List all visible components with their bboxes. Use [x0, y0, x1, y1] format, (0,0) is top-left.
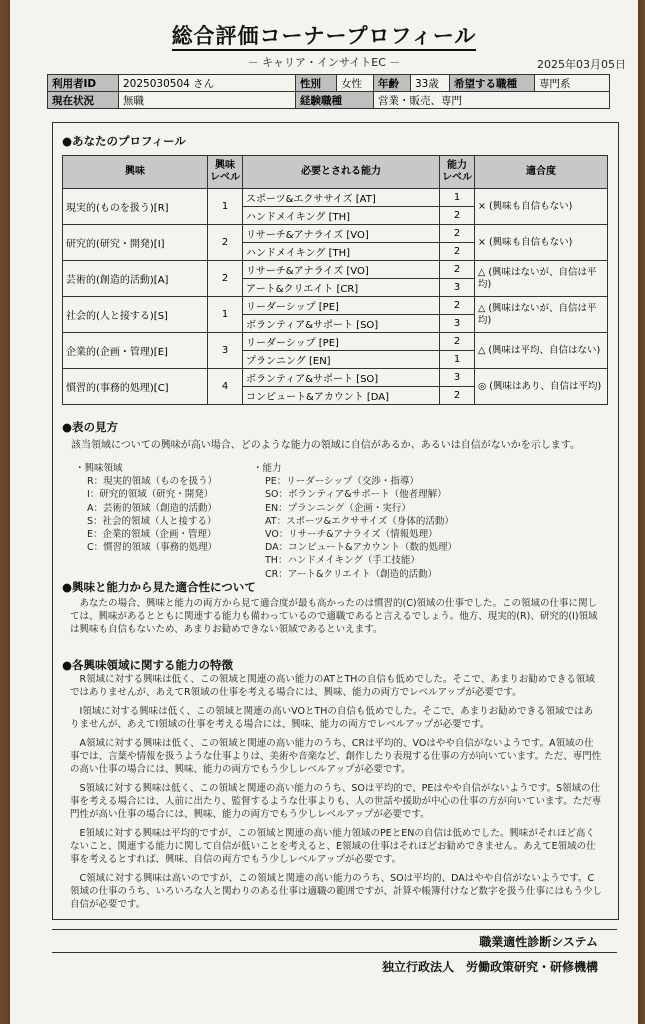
- footer-divider-2: [52, 952, 617, 953]
- profile-table-body: [63, 189, 608, 405]
- ability-cell: リサーチ&アナライズ [VO]: [243, 261, 440, 279]
- col-interest-level: 興味 レベル: [208, 156, 243, 189]
- interest-cell: 慣習的(事務的処理)[C]: [63, 369, 208, 405]
- feature-paragraph: R領域に対する興味は低く、この領域と関連の高い能力のATとTHの自信も低めでした。そこで、あまりお勧めできる領域ではありませんが、あえてR領域の仕事を考える場合には、興味、能力の両方でレベルアップが必要です。: [70, 674, 595, 698]
- status-value: 無職: [119, 92, 296, 109]
- age-label: 年齢: [374, 75, 411, 92]
- interest-cell: 現実的(ものを扱う)[R]: [63, 189, 208, 225]
- interest-cell: 社会的(人と接する)[S]: [63, 297, 208, 333]
- ability-cell: リサーチ&アナライズ [VO]: [243, 225, 440, 243]
- interest-cell: 芸術的(創造的活動)[A]: [63, 261, 208, 297]
- age-value: 33歳: [411, 75, 450, 92]
- ability-level-cell: 3: [440, 369, 475, 387]
- profile-row: [63, 297, 608, 315]
- ability-legend-item: AT：スポーツ&エクササイズ（身体的活動）: [265, 515, 454, 527]
- interest-legend-item: S：社会的領域（人と接する）: [87, 515, 217, 527]
- col-fit: 適合度: [475, 156, 608, 189]
- ability-legend-items: [265, 475, 457, 581]
- interest-legend-item: R：現実的領域（ものを扱う）: [87, 476, 218, 488]
- status-label: 現在状況: [48, 92, 119, 109]
- profile-table: [62, 155, 608, 405]
- col-interest: 興味: [63, 156, 208, 189]
- ability-legend-title: ・能力: [253, 463, 282, 474]
- desired-job-label: 希望する職種: [450, 75, 535, 92]
- ability-cell: コンピュート&アカウント [DA]: [243, 387, 440, 405]
- interest-legend: [75, 462, 218, 554]
- gender-label: 性別: [296, 75, 337, 92]
- howto-lead: 該当領域についての興味が高い場合、どのような能力の領域に自信があるか、あるいは自信がないかを示します。: [71, 440, 580, 451]
- ability-cell: リーダーシップ [PE]: [243, 333, 440, 351]
- suitability-heading: ●興味と能力から見た適合性について: [62, 580, 256, 594]
- ability-level-cell: 1: [440, 351, 475, 369]
- report-paper: [10, 0, 638, 1024]
- fit-cell: × (興味も自信もない): [475, 189, 608, 225]
- feature-paragraph: A領域に対する興味は低く、この領域と関連の高い能力のうち、CRは平均的、VOはやや自信がないようです。A領域の仕事では、言葉や情報を扱うような仕事よりは、美術や音楽など、創作したり表現する仕事の方が向いています。ただ、専門性の高い仕事の場合には、興味、能力の両方でもう少しレベルアップが必要です。: [70, 738, 602, 775]
- footer-org: 独立行政法人 労働政策研究・研修機構: [381, 960, 598, 974]
- feature-paragraph: S領域に対する興味は低く、この領域と関連の高い能力のうち、SOは平均的で、PEはやや自信がないようです。S領域の仕事を考える場合には、人前に出たり、監督するような仕事よりも、人の世話や援助が中心の仕事の方が向いています。ただ専門性が高い仕事の場合には、興味、能力の両方でもう少しレベルアップが必要です。: [70, 783, 602, 820]
- ability-level-cell: 2: [440, 207, 475, 225]
- profile-row: [63, 369, 608, 387]
- user-id-value: 2025030504 さん: [119, 75, 296, 92]
- user-id-label: 利用者ID: [48, 75, 119, 92]
- gender-value: 女性: [337, 75, 374, 92]
- profile-heading: ●あなたのプロフィール: [62, 134, 186, 148]
- interest-level-cell: 1: [208, 297, 243, 333]
- ability-cell: アート&クリエイト [CR]: [243, 279, 440, 297]
- ability-cell: スポーツ&エクササイズ [AT]: [243, 189, 440, 207]
- interest-cell: 研究的(研究・開発)[I]: [63, 225, 208, 261]
- col-ability: 必要とされる能力: [243, 156, 440, 189]
- interest-level-cell: 4: [208, 369, 243, 405]
- ability-level-cell: 3: [440, 279, 475, 297]
- report-subtitle: － キャリア・インサイトEC －: [247, 56, 401, 69]
- ability-level-cell: 2: [440, 261, 475, 279]
- ability-level-cell: 2: [440, 297, 475, 315]
- features-heading: ●各興味領域に関する能力の特徴: [62, 658, 234, 672]
- ability-level-cell: 2: [440, 387, 475, 405]
- report-body: [52, 122, 619, 920]
- profile-row: [63, 189, 608, 207]
- ability-legend-item: VO：リサーチ&アナライズ（情報処理）: [265, 529, 438, 541]
- ability-legend-item: TH：ハンドメイキング（手工技能）: [265, 555, 420, 567]
- footer-system: 職業適性診断システム: [479, 935, 598, 949]
- interest-legend-item: C：慣習的領域（事務的処理）: [87, 542, 218, 554]
- fit-cell: △ (興味はないが、自信は平均): [475, 261, 608, 297]
- interest-level-cell: 2: [208, 225, 243, 261]
- fit-cell: × (興味も自信もない): [475, 225, 608, 261]
- report-title: 総合評価コーナープロフィール: [10, 20, 638, 50]
- profile-row: [63, 333, 608, 351]
- fit-cell: △ (興味は平均、自信はない): [475, 333, 608, 369]
- ability-cell: ボランティア&サポート [SO]: [243, 369, 440, 387]
- interest-legend-title: ・興味領域: [75, 463, 123, 474]
- suitability-text: あなたの場合、興味と能力の両方から見て適合度が最も高かったのは慣習的(C)領域の仕事でした。この領域の仕事に関しては、興味があるとともに関連する能力も備わっているので適職であると言えるでしょう。他方、現実的(R)、研究的(I)領域は興味も自信もないため、あまりお勧めできない領域であるといえます。: [70, 598, 598, 635]
- interest-cell: 企業的(企画・管理)[E]: [63, 333, 208, 369]
- ability-level-cell: 1: [440, 189, 475, 207]
- ability-legend: [253, 462, 457, 581]
- ability-level-cell: 2: [440, 225, 475, 243]
- fit-cell: △ (興味はないが、自信は平均): [475, 297, 608, 333]
- ability-legend-item: PE：リーダーシップ（交渉・指導）: [265, 476, 419, 488]
- ability-legend-item: DA：コンピュート&アカウント（数的処理）: [265, 542, 457, 554]
- feature-paragraph: E領域に対する興味は平均的ですが、この領域と関連の高い能力領域のPEとENの自信は低めでした。興味がそれほど高くないこと、関連する能力に関して自信が低いことを考えると、E領域の仕事はそれほどお勧めできません。あえてE領域の仕事を考えるとすれば、興味、自信の両方でもう少しレベルアップが必要です。: [70, 828, 596, 865]
- interest-legend-item: I：研究的領域（研究・開発）: [87, 489, 214, 501]
- experience-label: 経験職種: [296, 92, 374, 109]
- profile-row: [63, 225, 608, 243]
- ability-level-cell: 3: [440, 315, 475, 333]
- profile-row: [63, 261, 608, 279]
- interest-legend-items: [87, 475, 217, 554]
- footer-divider: [52, 929, 617, 930]
- feature-paragraph: C領域に対する興味は高いのですが、この領域と関連の高い能力のうち、SOは平均的、DAはやや自信がないようです。C領域の仕事のうち、いろいろな人と関わりのある仕事は適職の範囲ですが、計算や帳簿付けなど数字を扱う仕事にはもう少し自信が必要です。: [70, 873, 603, 910]
- ability-cell: ボランティア&サポート [SO]: [243, 315, 440, 333]
- ability-level-cell: 2: [440, 333, 475, 351]
- interest-level-cell: 3: [208, 333, 243, 369]
- report-date: 2025年03月05日: [537, 58, 626, 71]
- ability-legend-item: SO：ボランティア&サポート（他者理解）: [265, 489, 447, 501]
- col-ability-level: 能力 レベル: [440, 156, 475, 189]
- ability-cell: ハンドメイキング [TH]: [243, 207, 440, 225]
- user-info-table: [47, 74, 610, 109]
- ability-level-cell: 2: [440, 243, 475, 261]
- desired-job-value: 専門系: [535, 75, 610, 92]
- fit-cell: ◎ (興味はあり、自信は平均): [475, 369, 608, 405]
- interest-level-cell: 2: [208, 261, 243, 297]
- ability-legend-item: CR：アート&クリエイト（創造的活動）: [265, 568, 438, 580]
- experience-value: 営業・販売、専門: [374, 92, 610, 109]
- ability-cell: リーダーシップ [PE]: [243, 297, 440, 315]
- ability-cell: ハンドメイキング [TH]: [243, 243, 440, 261]
- interest-level-cell: 1: [208, 189, 243, 225]
- interest-legend-item: A：芸術的領域（創造的活動）: [87, 502, 217, 514]
- interest-legend-item: E：企業的領域（企画・管理）: [87, 529, 217, 541]
- feature-paragraph: I領域に対する興味は低く、この領域と関連の高いVOとTHの自信も低めでした。そこで、あまりお勧めできる領域ではありませんが、あえてI領域の仕事を考える場合には、興味、能力の両方でレベルアップが必要です。: [70, 706, 594, 730]
- ability-cell: プランニング [EN]: [243, 351, 440, 369]
- howto-heading: ●表の見方: [62, 420, 119, 434]
- ability-legend-item: EN：プランニング（企画・実行）: [265, 502, 411, 514]
